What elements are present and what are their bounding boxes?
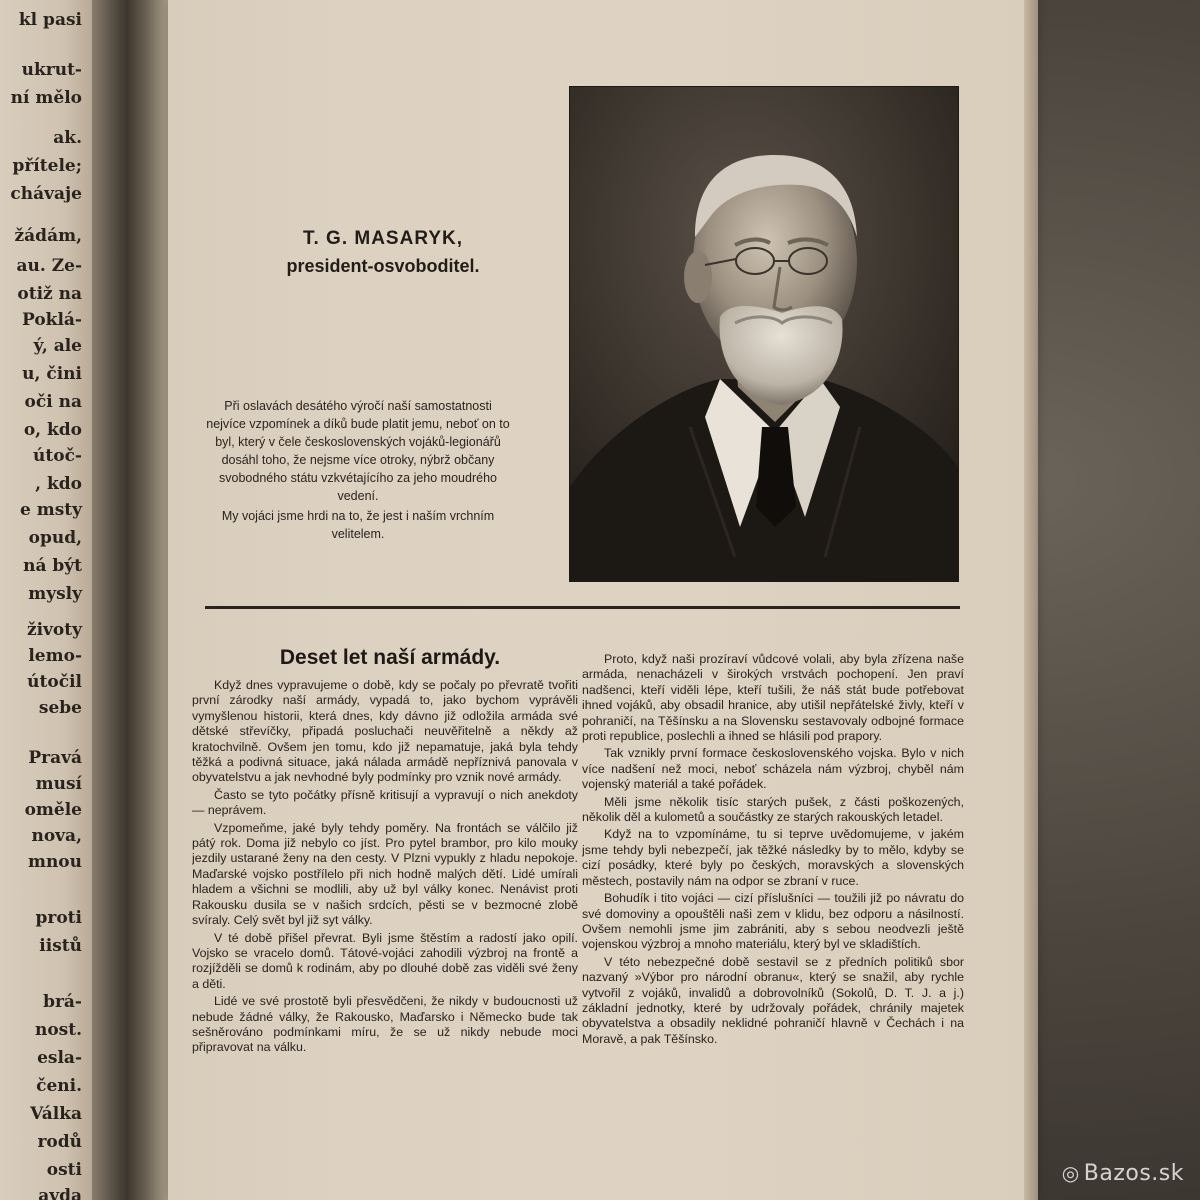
- left-page-text-fragment: lemo-: [28, 646, 82, 666]
- portrait-illustration: [570, 87, 958, 581]
- left-page-text-fragment: e msty: [19, 500, 82, 520]
- left-page-text-fragment: iistů: [39, 936, 82, 956]
- watermark-text: Bazos.sk: [1083, 1161, 1184, 1186]
- left-facing-page: [0, 0, 92, 1200]
- left-page-text-fragment: ní mělo: [10, 88, 82, 108]
- left-page-text-fragment: ukrut-: [21, 60, 82, 80]
- left-page-text-fragment: Poklá-: [22, 310, 82, 330]
- article-title: Deset let naší armády.: [279, 646, 501, 669]
- left-page-text-fragment: o, kdo: [23, 420, 82, 440]
- article-paragraph: V té době přišel převrat. Byli jsme štěstím a radostí jako opilí. Vojsko se vracelo domů. Tátové-vojáci zahodili výzbroj na frontě a rozjížděli se domů k rodinám, aby po dlouhé době zas viděli své ženy a děti.: [192, 930, 578, 991]
- left-page-text-fragment: životy: [26, 620, 82, 640]
- left-page-text-fragment: osti: [46, 1160, 82, 1180]
- left-page-text-fragment: opud,: [28, 528, 82, 548]
- article-paragraph: Vzpomeňme, jaké byly tehdy poměry. Na frontách se válčilo již pátý rok. Doma již nebylo co jíst. Pro pytel brambor, pro kilo mouky jezdily ustarané ženy na den cesty. V Plzni vypukly z hladu nepokoje. Maďarské vojsko postřílelo při nich hodně malých dětí. Lidé umírali hladem a všichni se modlili, aby už byl války konec. Nenávist proti Rakousku dusila se v našich srdcích, pěsti se v bezmocné zlobě svíraly. Celý svět byl již syt války.: [192, 820, 578, 928]
- bazos-logo-icon: ◎: [1061, 1161, 1080, 1185]
- left-page-text-fragment: ná být: [23, 556, 82, 576]
- intro-paragraph: [206, 397, 510, 543]
- article-paragraph: Proto, když naši prozíraví vůdcové volali, aby byla zřízena naše armáda, nenacházeli v širokých vrstvách pochopení. Jen praví nadšenci, kteří viděli lépe, kteří tušili, že náš stát bude potřebovat ihned vojáků, aby obsadil hranice, aby utišil nepřátelské živly, kteří v pohraničí, na Těšínsku a na Slovensku sestavovaly odbojné formace proti republice, poslechli a ihned se hlásili pod prapory.: [582, 652, 964, 744]
- left-page-text-fragment: au. Ze-: [16, 256, 82, 276]
- article-paragraph: Měli jsme několik tisíc starých pušek, z části poškozených, několik děl a kulometů a součástky ze starých rakouských letadel.: [582, 794, 964, 825]
- left-page-text-fragment: musí: [35, 774, 82, 794]
- left-page-text-fragment: kl pasi: [18, 10, 82, 30]
- left-page-text-fragment: avda: [38, 1186, 82, 1200]
- article-column-left: [192, 678, 578, 1200]
- watermark: [1062, 1161, 1184, 1186]
- article-paragraph: Lidé ve své prostotě byli přesvědčeni, že nikdy v budoucnosti už nebude žádné války, že Rakousko, Maďarsko i Německo bude tak sešněrováno podmínkami míru, že se už nikdy nebude moci připravovat na válku.: [192, 994, 578, 1055]
- left-page-text-fragment: čeni.: [36, 1076, 82, 1096]
- article-paragraph: Když na to vzpomínáme, tu si teprve uvědomujeme, v jakém jsme tehdy byli nebezpečí, jak těžké následky by to mělo, kdyby se cizí posádky, které byly po českých, moravských a slovenských městech, postavily nám na odpor se zbraní v ruce.: [582, 827, 964, 888]
- left-page-text-fragment: oči na: [24, 392, 82, 412]
- article-paragraph: Tak vznikly první formace československého vojska. Bylo v nich více nadšení než moci, neboť scházela nám výzbroj, chyběl nám vojenský materiál a také pořádek.: [582, 746, 964, 792]
- left-page-text-fragment: útočil: [27, 672, 82, 692]
- left-page-text-fragment: chávaje: [10, 184, 82, 204]
- left-page-text-fragment: esla-: [37, 1048, 82, 1068]
- intro-text-1: Při oslavách desátého výročí naší samostatnosti nejvíce vzpomínek a díků bude platit jemu, neboť on to byl, který v čele československých vojáků-legionářů dosáhl toho, že nejsme více otroky, nýbrž občany svobodného státu vzkvétajícího za jeho moudrého vedení.: [206, 399, 510, 503]
- left-page-text-fragment: útoč-: [33, 446, 82, 466]
- section-divider: [205, 606, 960, 609]
- left-page-text-fragment: ý, ale: [33, 336, 82, 356]
- left-page-text-fragment: , kdo: [35, 474, 82, 494]
- left-page-text-fragment: rodů: [37, 1132, 82, 1152]
- portrait-caption-subtitle: president-osvoboditel.: [286, 256, 480, 276]
- left-page-text-fragment: přítele;: [12, 156, 82, 176]
- left-page-text-fragment: brá-: [43, 992, 82, 1012]
- left-page-text-fragment: otiž na: [17, 284, 82, 304]
- article-paragraph: Bohudík i tito vojáci — cizí příslušníci — toužili již po návratu do své domoviny a opouštěli naši zem v klidu, bez odporu a násilností. Ovšem nemohli jsme jim zabrániti, aby s sebou neodvezli ještě vojenskou výzbroj a mnoho materiálu, který byl ve skladištích.: [582, 891, 964, 952]
- article-column-right: [582, 652, 964, 1200]
- left-page-text-fragment: sebe: [38, 698, 82, 718]
- left-page-text-fragment: žádám,: [14, 226, 82, 246]
- page-edge: [1024, 0, 1038, 1200]
- portrait-caption-name: T. G. MASARYK,: [302, 228, 464, 249]
- article-paragraph: V této nebezpečné době sestavil se z předních politiků sbor nazvaný »Výbor pro národní obranu«, který se snažil, aby rychle vytvořil z vojáků, invalidů a dobrovolníků (Sokolů, D. T. J. a j.) základní jednotky, které by udržovaly pořádek, chránily majetek obyvatelstva a obsadily neklidné pohraničí hlavně v Čechách i na Moravě, a pak Těšínsko.: [582, 954, 964, 1046]
- article-paragraph: Často se tyto počátky přísně kritisují a vypravují o nich anekdoty — neprávem.: [192, 787, 578, 818]
- intro-text-2: My vojáci jsme hrdi na to, že jest i naším vrchním velitelem.: [221, 509, 495, 541]
- left-page-text-fragment: mysly: [28, 584, 82, 604]
- portrait-photo: [569, 86, 959, 582]
- left-page-text-fragment: proti: [35, 908, 82, 928]
- left-page-text-fragment: ak.: [53, 128, 82, 148]
- article-paragraph: Když dnes vypravujeme o době, kdy se počaly po převratě tvořiti první zárodky naší armády, vypadá to, jako bychom vyprávěli vymyšlenou historii, která dnes, kdy dávno již odložila armáda své dětské střevíčky, připadá posluchači neuvěřitelně a někdy až kratochvilně. Ovšem jen tomu, kdo již nepamatuje, jaká byla tehdy těžká a podivná situace, jaká nálada armádě nepříznivá panovala v obyvatelstvu a jak nevhodné byly podmínky pro vznik nové armády.: [192, 678, 578, 785]
- left-page-text-fragment: mnou: [27, 852, 82, 872]
- left-page-text-fragment: nova,: [31, 826, 82, 846]
- left-page-text-fragment: oměle: [24, 800, 82, 820]
- left-page-text-fragment: u, čini: [22, 364, 82, 384]
- left-page-text-fragment: nost.: [34, 1020, 82, 1040]
- left-page-text-fragment: Pravá: [28, 748, 82, 768]
- left-page-text-fragment: Válka: [30, 1104, 82, 1124]
